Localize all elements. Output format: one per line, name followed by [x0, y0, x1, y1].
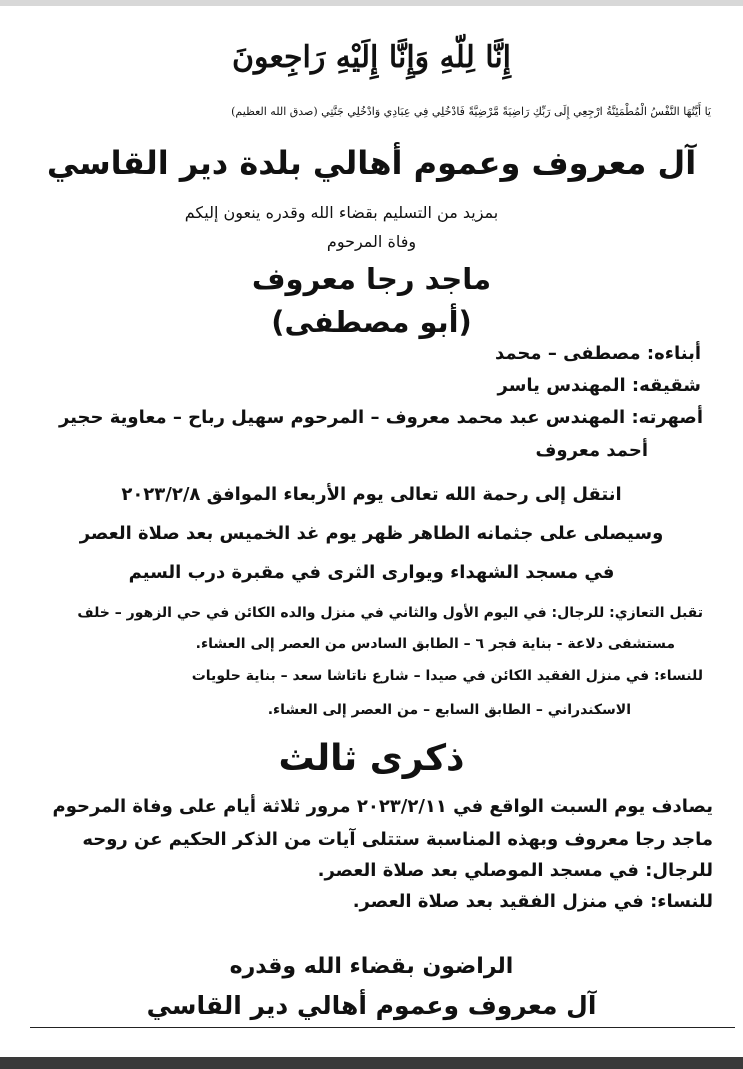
relatives-inlaws-line-1: أصهرته: المهندس عبد محمد معروف – المرحوم سهيل رباح – معاوية حجير: [58, 407, 703, 428]
condolences-women-line-1: للنساء: في منزل الفقيد الكائن في صيدا – شارع ناتاشا سعد – بناية حلويات: [191, 668, 703, 684]
third-day-line-3: للرجال: في مسجد الموصلي بعد صلاة العصر.: [317, 860, 713, 881]
bottom-rule: [30, 1027, 735, 1028]
quran-verse: إِنَّا لِلّهِ وَإِنَّا إِلَيْهِ رَاجِعونَ: [231, 40, 512, 75]
announcing-family: آل معروف وعموم أهالي بلدة دير القاسي: [46, 144, 697, 182]
intro-line-1: بمزيد من التسليم بقضاء الله وقدره ينعون إليكم: [184, 203, 499, 222]
relatives-brother: شقيقه: المهندس ياسر: [497, 375, 701, 396]
bottom-border: [0, 1057, 743, 1069]
deceased-nickname: (أبو مصطفى): [271, 305, 472, 339]
death-line-1: انتقل إلى رحمة الله تعالى يوم الأربعاء الموافق ٢٠٢٣/٢/٨: [121, 484, 622, 505]
quran-verse-secondary: يَا أَيَّتُهَا النَّفْسُ الْمُطْمَئِنَّةُ ارْجِعِي إِلَى رَبِّكِ رَاضِيَةً مَّرْضِيَّةً فَادْخُلِي فِي عِبَادِي وَادْخُلِي جَنَّتِي (صدق الله العظيم): [231, 105, 711, 118]
death-line-3: في مسجد الشهداء ويوارى الثرى في مقبرة درب السيم: [128, 562, 615, 583]
condolences-men-line-1: تقبل التعازي: للرجال: في اليوم الأول والثاني في منزل والده الكائن في حي الزهور – خلف: [77, 605, 703, 621]
signature-line-2: آل معروف وعموم أهالي دير القاسي: [146, 991, 597, 1020]
intro-line-2: وفاة المرحوم: [326, 232, 417, 251]
third-day-line-4: للنساء: في منزل الفقيد بعد صلاة العصر.: [352, 891, 713, 912]
third-day-title: ذكرى ثالث: [278, 738, 465, 779]
third-day-line-1: يصادف يوم السبت الواقع في ٢٠٢٣/٢/١١ مرور ثلاثة أيام على وفاة المرحوم: [52, 796, 713, 817]
death-line-2: وسيصلى على جثمانه الطاهر ظهر يوم غد الخميس بعد صلاة العصر: [79, 523, 664, 544]
condolences-men-line-2: مستشفى دلاعة - بناية فجر ٦ – الطابق السادس من العصر إلى العشاء.: [195, 636, 675, 652]
relatives-sons: أبناءه: مصطفى – محمد: [494, 343, 701, 364]
third-day-line-2: ماجد رجا معروف وبهذه المناسبة ستتلى آيات من الذكر الحكيم عن روحه: [82, 829, 713, 850]
deceased-name: ماجد رجا معروف: [251, 262, 492, 296]
relatives-inlaws-line-2: أحمد معروف: [535, 440, 648, 461]
signature-line-1: الراضون بقضاء الله وقدره: [229, 954, 514, 979]
condolences-women-line-2: الاسكندراني – الطابق السابع – من العصر إلى العشاء.: [267, 702, 631, 718]
